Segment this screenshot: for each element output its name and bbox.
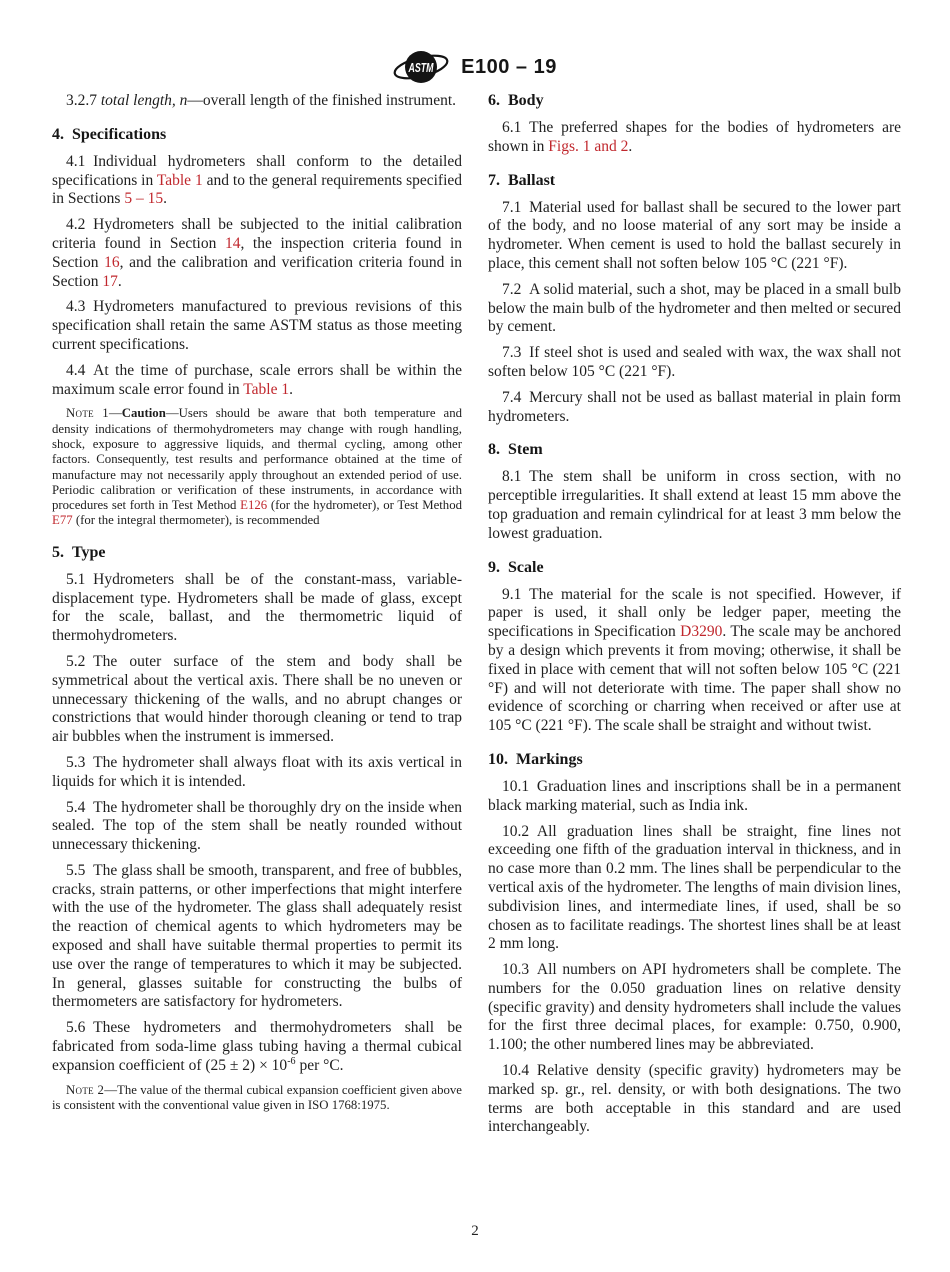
body-paragraph xyxy=(488,961,901,1055)
text-run: Caution xyxy=(121,406,166,421)
left-column xyxy=(52,92,462,1123)
text-run: 5.2 The outer surface of the stem and body shall be symmetrical about the vertical axis. There shall be no uneven or unnecessary thickening of the walls, and no abrupt changes or constrictions that would hinder thorough cleaning or tend to trap air bubbles when the instrument is immersed. xyxy=(52,652,462,746)
section-heading: 5. Type xyxy=(52,543,106,561)
body-paragraph xyxy=(488,1062,901,1137)
svg-text:ASTM: ASTM xyxy=(407,60,435,75)
text-run: 7.1 Material used for ballast shall be secured to the lower part of the body, and no loose material of any sort may be inside a hydrometer. When cement is used to hold the ballast securely in place, this cement shall not soften below 105 °C (221 °F). xyxy=(488,198,901,272)
text-run: , and the calibration and verification criteria found in Section xyxy=(52,253,462,290)
text-run: . The scale may be anchored by a design which prevents it from moving; otherwise, it shall be fixed in place with cement that will not soften below 105 °C (221 °F) and will not deteriorate with time. The paper shall show no evidence of scorching or charring when received or after use at 105 °C (221 °F). The scale shall be straight and without twist. xyxy=(488,623,901,735)
body-paragraph xyxy=(52,653,462,747)
section-heading: 7. Ballast xyxy=(488,171,556,189)
ref-link[interactable]: 16 xyxy=(104,253,120,271)
text-run: 5.4 The hydrometer shall be thoroughly dry on the inside when sealed. The top of the stem shall be neatly rounded without unnecessary thickening. xyxy=(52,798,462,854)
page-number: 2 xyxy=(471,1223,479,1239)
body-paragraph xyxy=(52,362,462,400)
ref-link[interactable]: 17 xyxy=(102,272,118,290)
text-run: —Users should be aware that both temperature and density indications of thermohydrometers may change with rough handling, shock, exposure to aggressive liquids, and thermal cycling, among other factors. Consequently, test results and performance obtained at the time of manufacture may not necessarily apply throughout an extended period of use. Periodic calibration or verification of these instruments, in accordance with procedures set forth in Test Method xyxy=(52,406,462,513)
standard-designation: E100 – 19 xyxy=(461,55,557,78)
ref-link[interactable]: 14 xyxy=(224,234,241,252)
note-paragraph xyxy=(52,406,462,528)
text-run: —The value of the thermal cubical expansion coefficient given above is consistent with the conventional value given in ISO 1768:1975. xyxy=(52,1082,462,1112)
text-run: . xyxy=(163,190,167,208)
right-column xyxy=(488,92,901,1144)
text-run: 4.1 Individual hydrometers shall conform to the detailed specifications in xyxy=(52,152,462,189)
body-paragraph xyxy=(52,92,462,111)
text-run: 7.4 Mercury shall not be used as ballast material in plain form hydrometers. xyxy=(488,388,901,425)
body-paragraph xyxy=(488,586,901,736)
body-paragraph xyxy=(488,823,901,955)
section-heading: 6. Body xyxy=(488,92,544,109)
section-heading: 8. Stem xyxy=(488,441,543,459)
text-run: 5.5 The glass shall be smooth, transparent, and free of bubbles, cracks, strain patterns, or other imperfections that might interfere with the use of the hydrometer. The glass shall adequately resist the reaction of chemical agents to which hydrometers may be exposed and shall have suitable thermal properties to permit its use over the range of temperatures to which it may be subjected. In general, glasses suitable for constructing the bulbs of thermometers are satisfactory for hydrometers. xyxy=(52,861,462,1011)
text-run: 9.1 The material for the scale is not specified. However, if paper is used, it shall only be ledger paper, meeting the specifications in Specification xyxy=(488,585,901,641)
text-run: 3.2.7 xyxy=(66,92,101,109)
ref-link[interactable]: D3290 xyxy=(680,623,723,641)
text-run: 4.2 Hydrometers shall be subjected to the initial calibration criteria found in Section xyxy=(52,216,462,252)
text-run: 6.1 The preferred shapes for the bodies of hydrometers are shown in xyxy=(488,119,901,155)
text-run: 8.1 The stem shall be uniform in cross section, with no perceptible irregularities. It shall extend at least 15 mm above the top graduation and remain cylindrical for at least 3 mm below the lowest graduation. xyxy=(488,468,901,542)
ref-link[interactable]: Table 1 xyxy=(243,380,290,398)
body-paragraph xyxy=(488,468,901,543)
text-run: , the inspection criteria found in Section xyxy=(52,234,463,271)
text-run: 4.4 At the time of purchase, scale errors shall be within the maximum scale error found in xyxy=(52,361,462,398)
text-run: 7.2 A solid material, such a shot, may be placed in a small bulb below the main bulb of the hydrometer and then melted or secured by cement. xyxy=(488,280,901,336)
ref-link[interactable]: 5 – 15 xyxy=(124,190,164,208)
text-run: 10.1 Graduation lines and inscriptions shall be in a permanent black marking material, such as India ink. xyxy=(488,777,901,814)
body-paragraph xyxy=(52,1019,462,1075)
text-run: -6 xyxy=(287,1055,296,1067)
body-paragraph xyxy=(52,298,462,354)
note-paragraph xyxy=(52,1083,462,1114)
astm-logo-icon xyxy=(393,46,449,88)
text-run: Note 2 xyxy=(66,1082,105,1097)
text-run: 5.1 Hydrometers shall be of the constant-mass, variable-displacement type. Hydrometers shall be made of glass, except for the scale, ballast, and the thermometric liquid of thermohydrometers. xyxy=(52,570,462,645)
text-run: (for the hydrometer), or Test Method xyxy=(267,498,462,513)
body-paragraph xyxy=(488,344,901,382)
section-heading: 4. Specifications xyxy=(52,125,167,143)
ref-link[interactable]: Figs. 1 and 2 xyxy=(548,137,629,155)
ref-link[interactable]: E77 xyxy=(52,513,73,528)
text-run: . xyxy=(289,380,293,398)
text-run: . xyxy=(117,272,122,290)
text-run: Note 1 xyxy=(66,406,109,421)
section-heading: 9. Scale xyxy=(488,558,544,576)
body-paragraph xyxy=(52,571,462,646)
text-run: per °C. xyxy=(295,1056,344,1074)
body-paragraph xyxy=(52,153,462,209)
text-run: —overall length of the finished instrument. xyxy=(187,92,457,109)
body-paragraph xyxy=(52,754,462,792)
body-paragraph xyxy=(488,281,901,337)
page-header xyxy=(0,46,950,88)
text-run: . xyxy=(628,137,633,155)
page-footer xyxy=(0,1223,950,1240)
text-run: and to the general requirements specified in Sections xyxy=(52,171,463,208)
text-run: 7.3 If steel shot is used and sealed with wax, the wax shall not soften below 105 °C (221 °F). xyxy=(488,344,901,380)
text-run: 10.2 All graduation lines shall be straight, fine lines not exceeding one fifth of the graduation interval in thickness, and in no case more than 0.2 mm. The lines shall be perpendicular to the vertical axis of the hydrometer. The lengths of main division lines, subdivision lines, and intermediate lines, if used, shall be so chosen as to facilitate readings. The shortest lines shall be at least 2 mm long. xyxy=(488,822,901,953)
body-paragraph xyxy=(488,389,901,427)
text-run: total length, n xyxy=(100,92,188,109)
text-run: 5.3 The hydrometer shall always float with its axis vertical in liquids for which it is intended. xyxy=(52,753,462,790)
section-heading: 10. Markings xyxy=(488,750,583,768)
body-paragraph xyxy=(52,799,462,855)
text-run: (for the integral thermometer), is recommended xyxy=(72,513,320,528)
text-run: — xyxy=(108,406,122,421)
body-paragraph xyxy=(488,199,901,274)
body-paragraph xyxy=(52,216,462,291)
text-run: 10.4 Relative density (specific gravity) hydrometers may be marked sp. gr., rel. density, or with both designations. The two terms are both acceptable in this standard and are used interchangeably. xyxy=(488,1062,901,1136)
text-run: 5.6 These hydrometers and thermohydrometers shall be fabricated from soda-lime glass tubing having a thermal cubical expansion coefficient of (25 ± 2) × 10 xyxy=(52,1019,462,1074)
body-paragraph xyxy=(488,778,901,816)
text-run: 10.3 All numbers on API hydrometers shall be complete. The numbers for the 0.050 graduation lines on relative density (specific gravity) and density hydrometers shall include the values for the first three decimal places, for example: 0.750, 0.900, 1.100; the other numbered lines may be abbreviated. xyxy=(488,961,901,1054)
ref-link[interactable]: E126 xyxy=(240,498,268,513)
ref-link[interactable]: Table 1 xyxy=(156,171,203,189)
text-run: 4.3 Hydrometers manufactured to previous revisions of this specification shall retain the same ASTM status as those meeting current specifications. xyxy=(52,298,462,353)
body-paragraph xyxy=(488,119,901,157)
body-paragraph xyxy=(52,862,462,1012)
